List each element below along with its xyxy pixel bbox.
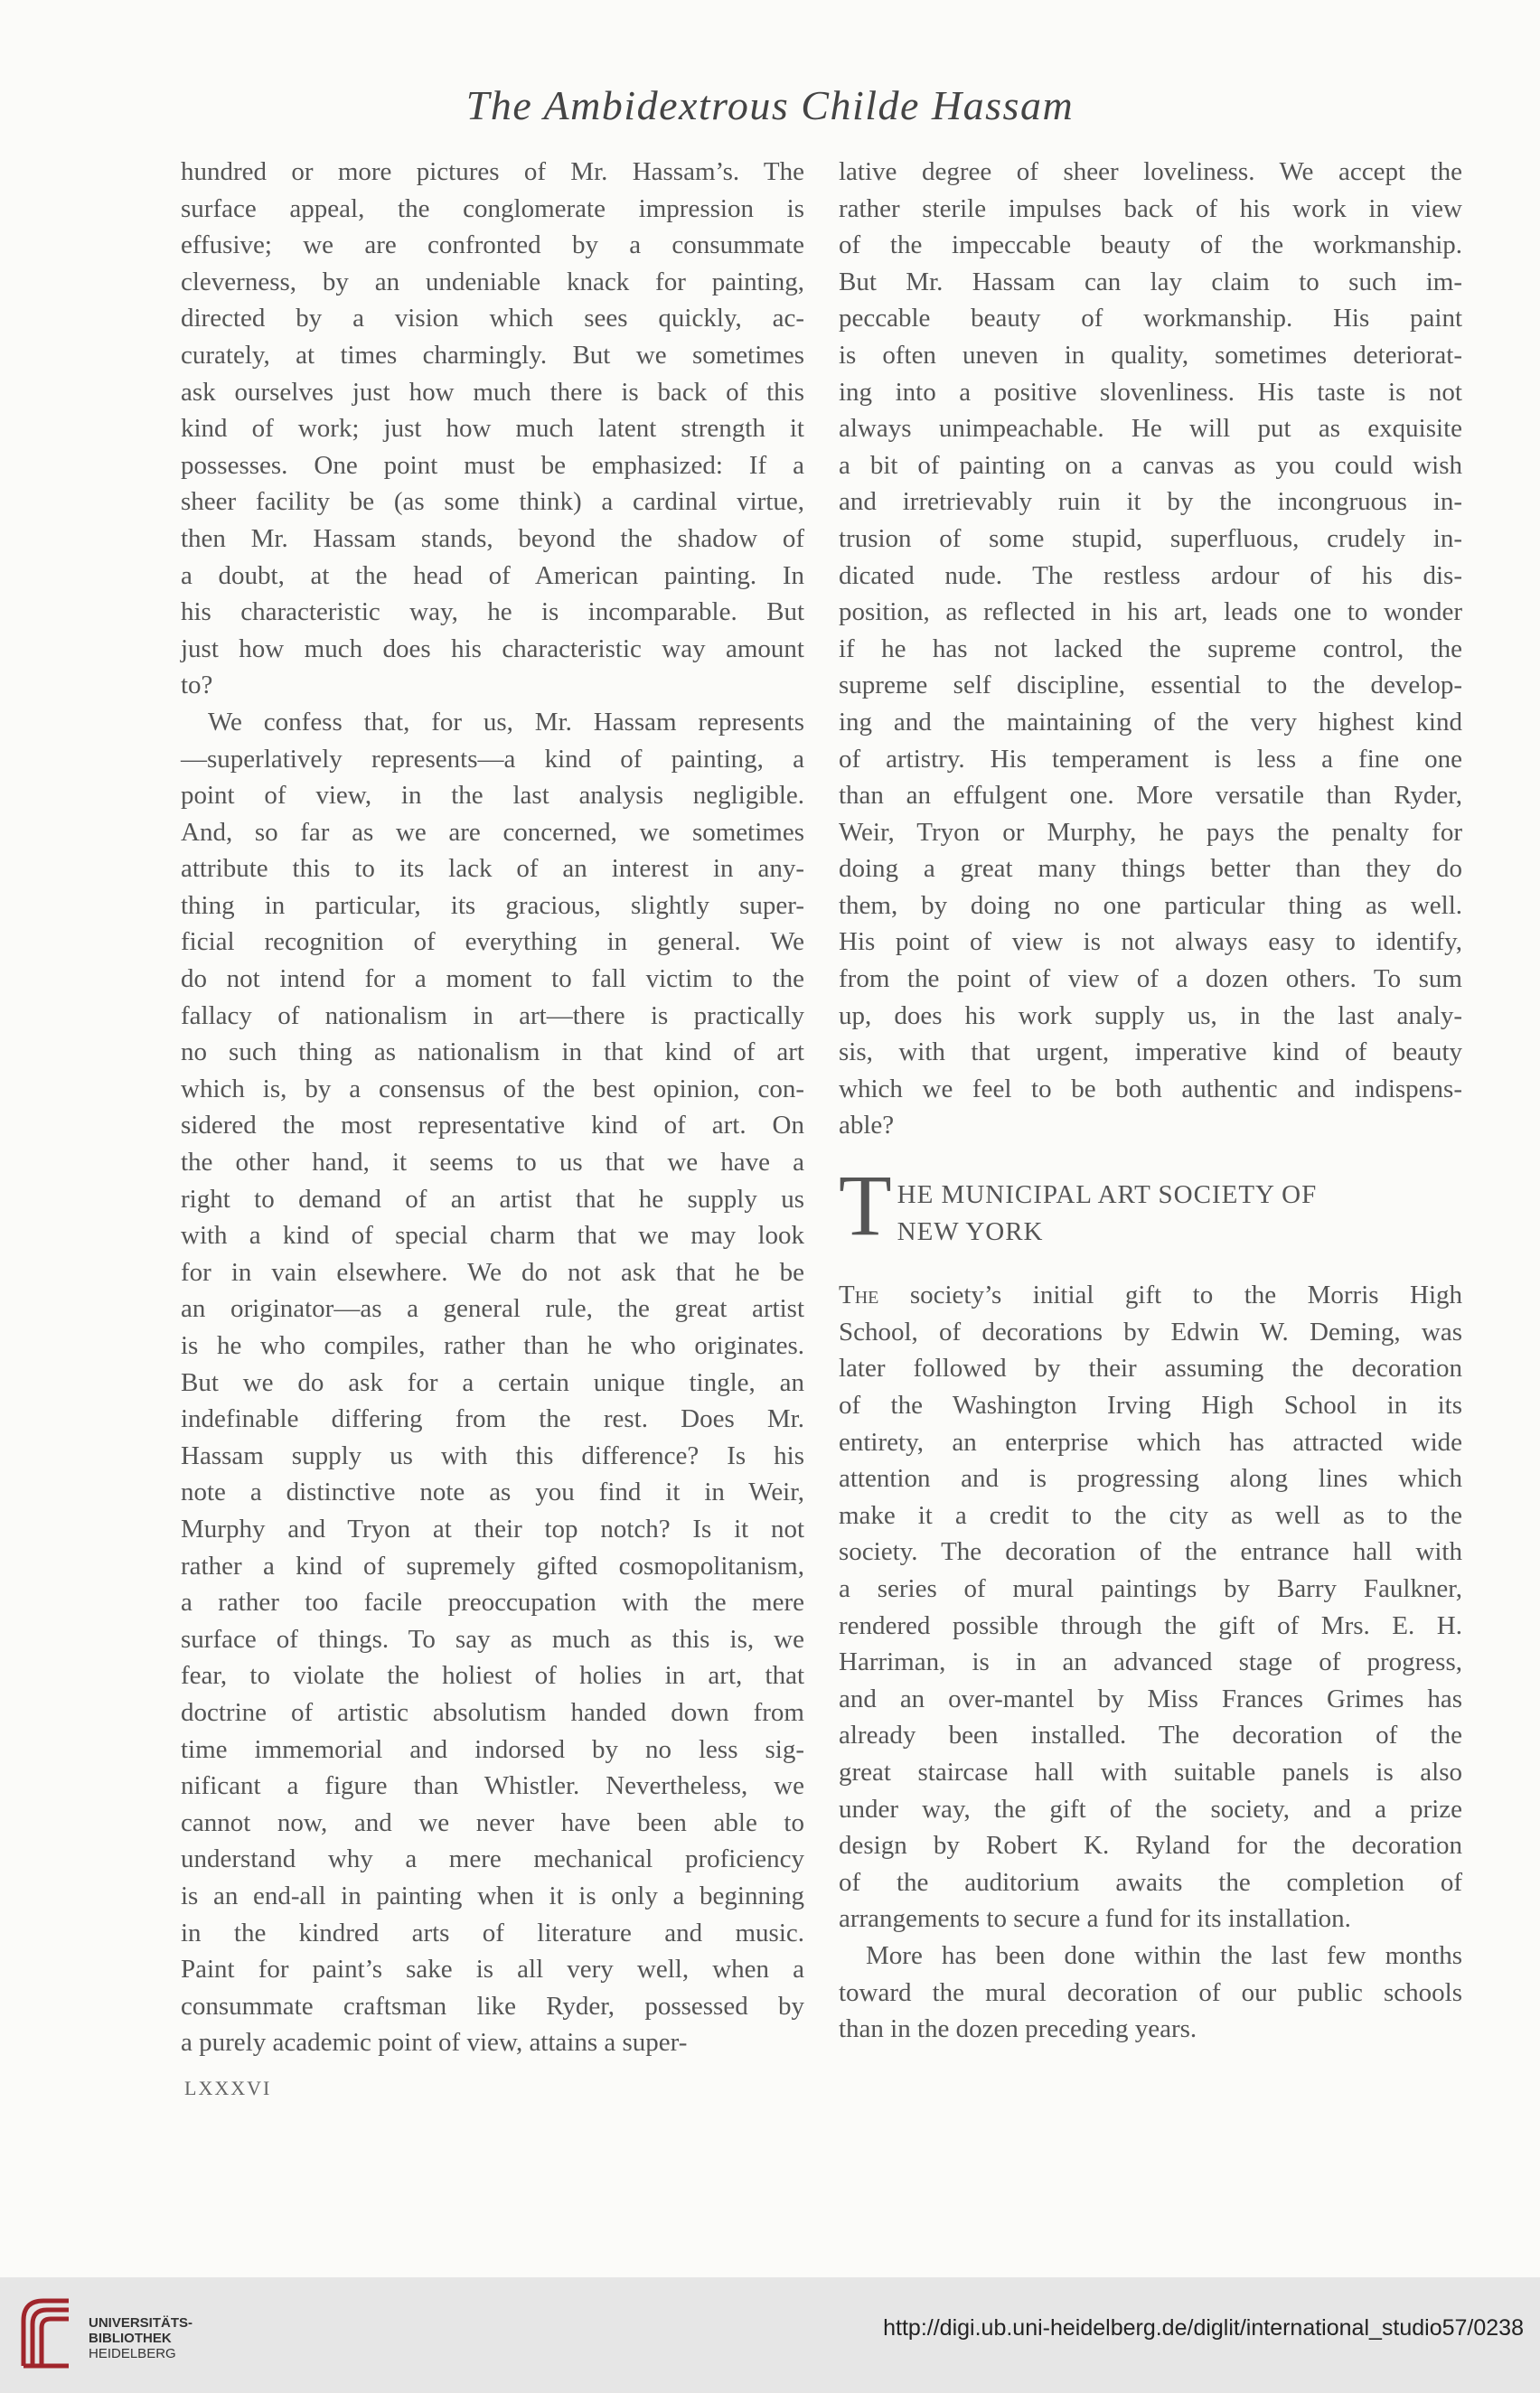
library-name bbox=[89, 2315, 192, 2361]
text-line: School, of decorations by Edwin W. Deming, was bbox=[839, 1317, 1462, 1347]
text-line: and irretrievably ruin it by the incongruous in- bbox=[839, 487, 1462, 517]
text-line: fallacy of nationalism in art—there is practically bbox=[181, 1000, 804, 1030]
paragraph bbox=[181, 704, 804, 2061]
section-heading bbox=[839, 1157, 1462, 1254]
text-line: in the kindred arts of literature and music. bbox=[181, 1918, 804, 1947]
text-line: the other hand, it seems to us that we have a bbox=[181, 1148, 804, 1178]
text-line: ficial recognition of everything in general. We bbox=[181, 927, 804, 957]
text-line: already been installed. The decoration of the bbox=[839, 1721, 1462, 1750]
left-column bbox=[181, 154, 804, 2061]
text-line: cannot now, and we never have been able to bbox=[181, 1807, 804, 1837]
text-line: always unimpeachable. He will put as exquisite bbox=[839, 414, 1462, 444]
text-line: make it a credit to the city as well as to the bbox=[839, 1500, 1462, 1530]
text-line: nificant a figure than Whistler. Nevertheless, we bbox=[181, 1771, 804, 1801]
text-line: possesses. One point must be emphasized: If a bbox=[181, 450, 804, 480]
text-line: Hassam supply us with this difference? Is his bbox=[181, 1440, 804, 1470]
text-line: than an effulgent one. More versatile than Ryder, bbox=[839, 781, 1462, 811]
library-name-line: UNIVERSITÄTS- bbox=[89, 2315, 193, 2331]
text-line: with a kind of special charm that we may look bbox=[181, 1221, 804, 1251]
text-line: But we do ask for a certain unique tingle, an bbox=[181, 1367, 804, 1397]
text-line: a bit of painting on a canvas as you could wish bbox=[839, 450, 1462, 480]
text-line: sheer facility be (as some think) a cardinal virtue, bbox=[181, 487, 804, 517]
text-line: point of view, in the last analysis negligible. bbox=[181, 781, 804, 811]
text-line: Harriman, is in an advanced stage of progress, bbox=[839, 1647, 1462, 1677]
text-line: an originator—as a general rule, the great artist bbox=[181, 1294, 804, 1324]
text-line: His point of view is not always easy to identify, bbox=[839, 927, 1462, 957]
text-line: from the point of view of a dozen others. To sum bbox=[839, 964, 1462, 994]
text-line: rather sterile impulses back of his work in view bbox=[839, 193, 1462, 223]
text-line: hundred or more pictures of Mr. Hassam’s. The bbox=[181, 157, 804, 186]
text-line: rendered possible through the gift of Mrs. E. H. bbox=[839, 1610, 1462, 1640]
text-line: which we feel to be both authentic and indispens- bbox=[839, 1074, 1462, 1103]
right-column-body bbox=[839, 154, 1462, 1144]
lead-word: The bbox=[839, 1281, 879, 1310]
text-line: consummate craftsman like Ryder, possessed by bbox=[181, 1991, 804, 2021]
text-line: great staircase hall with suitable panels is also bbox=[839, 1757, 1462, 1787]
text-line: effusive; we are confronted by a consummate bbox=[181, 230, 804, 260]
text-line: entirety, an enterprise which has attracted wide bbox=[839, 1427, 1462, 1457]
text-line: do not intend for a moment to fall victim to the bbox=[181, 964, 804, 994]
text-line: dicated nude. The restless ardour of his dis- bbox=[839, 560, 1462, 590]
text-line: sis, with that urgent, imperative kind of beauty bbox=[839, 1037, 1462, 1067]
paragraph bbox=[839, 1277, 1462, 1938]
text-line: ask ourselves just how much there is back of this bbox=[181, 377, 804, 407]
text-line: ing into a positive slovenliness. His taste is not bbox=[839, 377, 1462, 407]
text-line: —superlatively represents—a kind of painting, a bbox=[181, 744, 804, 774]
text-line: then Mr. Hassam stands, beyond the shadow of bbox=[181, 523, 804, 553]
text-line: just how much does his characteristic way amount bbox=[181, 633, 804, 663]
section-body bbox=[839, 1277, 1462, 2047]
text-line: ing and the maintaining of the very highest kind bbox=[839, 707, 1462, 737]
text-line: right to demand of an artist that he supply us bbox=[181, 1184, 804, 1214]
section-title-line: NEW YORK bbox=[897, 1216, 1044, 1246]
text-line: a purely academic point of view, attains a super- bbox=[181, 2028, 688, 2058]
text-line: peccable beauty of workmanship. His paint bbox=[839, 304, 1462, 333]
text-line: More has been done within the last few months bbox=[866, 1940, 1462, 1970]
text-line: curately, at times charmingly. But we sometimes bbox=[181, 340, 804, 370]
text-line: doctrine of artistic absolutism handed down from bbox=[181, 1697, 804, 1727]
text-line: position, as reflected in his art, leads one to wonder bbox=[839, 597, 1462, 627]
text-line: if he has not lacked the supreme control, the bbox=[839, 633, 1462, 663]
page-folio: LXXXVI bbox=[184, 2077, 272, 2099]
text-line: time immemorial and indorsed by no less sig- bbox=[181, 1734, 804, 1764]
text-line: able? bbox=[839, 1111, 895, 1140]
text-line: sidered the most representative kind of art. On bbox=[181, 1111, 804, 1140]
text-line: is he who compiles, rather than he who originates. bbox=[181, 1331, 804, 1360]
text-line: a doubt, at the head of American painting. In bbox=[181, 560, 804, 590]
text-line: design by Robert K. Ryland for the decoration bbox=[839, 1831, 1462, 1861]
text-line: arrangements to secure a fund for its installation. bbox=[839, 1904, 1351, 1934]
text-line: But Mr. Hassam can lay claim to such im- bbox=[839, 267, 1462, 296]
text-line: of the auditorium awaits the completion of bbox=[839, 1867, 1462, 1897]
text-line: and an over-mantel by Miss Frances Grimes has bbox=[839, 1684, 1462, 1713]
library-logo-icon bbox=[16, 2294, 76, 2373]
text-line: which is, by a consensus of the best opinion, con- bbox=[181, 1074, 804, 1103]
text-line: trusion of some stupid, superfluous, crudely in- bbox=[839, 523, 1462, 553]
right-column bbox=[839, 154, 1462, 2048]
text-line bbox=[839, 1277, 1462, 1314]
text-line: society. The decoration of the entrance hall with bbox=[839, 1537, 1462, 1567]
text-line: them, by doing no one particular thing as well. bbox=[839, 890, 1462, 920]
text-line: of the Washington Irving High School in its bbox=[839, 1391, 1462, 1420]
text-line: his characteristic way, he is incomparable. But bbox=[181, 597, 804, 627]
text-line: kind of work; just how much latent strength it bbox=[181, 414, 804, 444]
text-line: of artistry. His temperament is less a fine one bbox=[839, 744, 1462, 774]
text-line: no such thing as nationalism in that kind of art bbox=[181, 1037, 804, 1067]
text-line: Weir, Tryon or Murphy, he pays the penalty for bbox=[839, 817, 1462, 847]
running-title: The Ambidextrous Childe Hassam bbox=[465, 82, 1075, 128]
text-line: for in vain elsewhere. We do not ask that he be bbox=[181, 1257, 804, 1287]
footer-bar bbox=[0, 2277, 1540, 2393]
text-line: surface appeal, the conglomerate impression is bbox=[181, 193, 804, 223]
text-line: Murphy and Tryon at their top notch? Is it not bbox=[181, 1514, 804, 1544]
text-line: directed by a vision which sees quickly, ac- bbox=[181, 304, 804, 333]
text-line: attention and is progressing along lines which bbox=[839, 1464, 1462, 1494]
text-line: doing a great many things better than they do bbox=[839, 854, 1462, 884]
paragraph bbox=[181, 154, 804, 704]
text-line: And, so far as we are concerned, we sometimes bbox=[181, 817, 804, 847]
text-line: under way, the gift of the society, and a prize bbox=[839, 1794, 1462, 1824]
text-line: to? bbox=[181, 671, 213, 700]
text-line: surface of things. To say as much as this is, we bbox=[181, 1624, 804, 1654]
text-line: of the impeccable beauty of the workmanship. bbox=[839, 230, 1462, 260]
text-line: Paint for paint’s sake is all very well, when a bbox=[181, 1955, 804, 1985]
text-line: lative degree of sheer loveliness. We accept the bbox=[839, 157, 1462, 186]
text-line: fear, to violate the holiest of holies in art, that bbox=[181, 1661, 804, 1691]
text-line: rather a kind of supremely gifted cosmopolitanism, bbox=[181, 1551, 804, 1581]
text-line: is an end-all in painting when it is only a beginning bbox=[181, 1881, 804, 1910]
text-line: supreme self discipline, essential to the develop- bbox=[839, 671, 1462, 700]
text-line: indefinable differing from the rest. Does Mr. bbox=[181, 1404, 804, 1434]
text-line: than in the dozen preceding years. bbox=[839, 2014, 1197, 2044]
text-line: cleverness, by an undeniable knack for painting, bbox=[181, 267, 804, 296]
section-title-line: HE MUNICIPAL ART SOCIETY OF bbox=[897, 1180, 1318, 1210]
drop-cap: T bbox=[839, 1157, 892, 1254]
text-line: thing in particular, its gracious, slightly super- bbox=[181, 890, 804, 920]
text-line: attribute this to its lack of an interest in any- bbox=[181, 854, 804, 884]
text-line: later followed by their assuming the decoration bbox=[839, 1354, 1462, 1384]
text-line: We confess that, for us, Mr. Hassam represents bbox=[208, 707, 804, 737]
text-line: is often uneven in quality, sometimes deteriorat- bbox=[839, 340, 1462, 370]
section-title bbox=[897, 1169, 1318, 1250]
paragraph bbox=[839, 154, 1462, 1144]
text-line: understand why a mere mechanical proficiency bbox=[181, 1844, 804, 1874]
text-line: a series of mural paintings by Barry Faulkner, bbox=[839, 1573, 1462, 1603]
text-line-rest: society’s initial gift to the Morris High bbox=[878, 1281, 1462, 1310]
paragraph bbox=[839, 1938, 1462, 2048]
library-name-line: BIBLIOTHEK bbox=[89, 2331, 172, 2346]
text-line: note a distinctive note as you find it in Weir, bbox=[181, 1478, 804, 1507]
text-line: a rather too facile preoccupation with the mere bbox=[181, 1588, 804, 1618]
text-line: up, does his work supply us, in the last analy- bbox=[839, 1000, 1462, 1030]
source-url[interactable]: http://digi.ub.uni-heidelberg.de/diglit/international_studio57/0238 bbox=[883, 2315, 1524, 2341]
text-line: toward the mural decoration of our public schools bbox=[839, 1977, 1462, 2007]
library-name-line: HEIDELBERG bbox=[89, 2346, 176, 2361]
